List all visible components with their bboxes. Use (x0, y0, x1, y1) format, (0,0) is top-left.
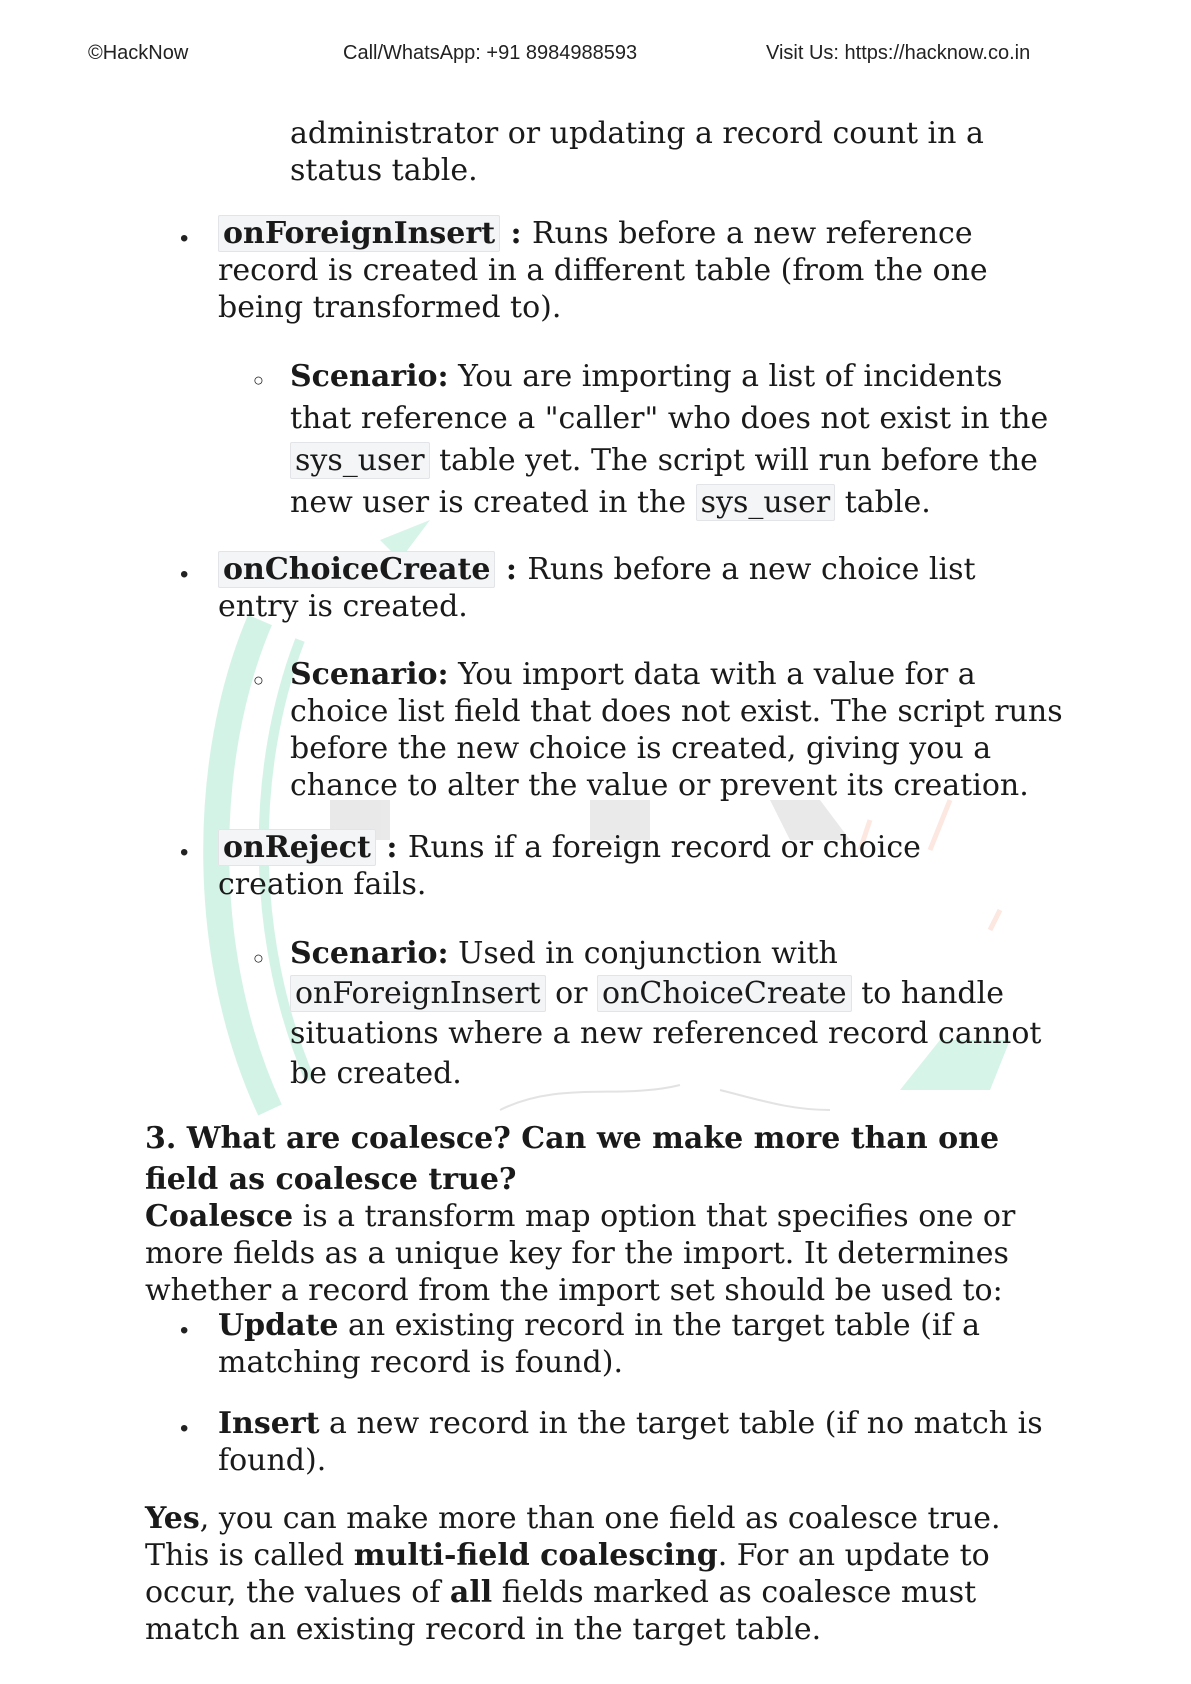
bullet-dot: • (180, 561, 189, 588)
scenario-onreject: Scenario: Used in conjunction with onForeignInsert or onChoiceCreate to handle situations where a new referenced record cannot be created. (290, 936, 1042, 1091)
code-sys-user: sys_user (696, 484, 836, 521)
header-website: Visit Us: https://hacknow.co.in (766, 42, 1031, 64)
term-chip: onForeignInsert (218, 215, 500, 252)
bullet-insert: Insert a new record in the target table (if no match is found). (218, 1406, 1043, 1478)
bullet-dot: • (180, 839, 189, 866)
sub-bullet-circle: ○ (253, 948, 264, 968)
coalesce-intro: Coalesce is a transform map option that specifies one or more fields as a unique key for the import. It determines whether a record from the import set should be used to: (145, 1199, 1016, 1308)
code-onchoicecreate: onChoiceCreate (597, 975, 852, 1012)
sub-bullet-circle: ○ (253, 370, 264, 390)
term-chip: onChoiceCreate (218, 551, 495, 588)
header-brand: ©HackNow (88, 42, 189, 64)
section-heading: 3. What are coalesce? Can we make more than one field as coalesce true? (145, 1121, 1000, 1197)
code-sys-user: sys_user (290, 442, 430, 479)
top-continuation: administrator or updating a record count in a status table. (290, 116, 984, 188)
item-onforeigninsert: onForeignInsert : Runs before a new reference record is created in a different table (from the one being transformed to). (218, 216, 988, 325)
item-onreject: onReject : Runs if a foreign record or choice creation fails. (218, 830, 921, 902)
bullet-dot: • (180, 225, 189, 252)
term-chip: onReject (218, 829, 376, 866)
scenario-onforeigninsert: Scenario: You are importing a list of incidents that reference a "caller" who does not exist in the sys_user table yet. The script will run before the new user is created in the sys_user table. (290, 359, 1049, 520)
code-onforeigninsert: onForeignInsert (290, 975, 546, 1012)
multi-field-paragraph: Yes, you can make more than one field as coalesce true. This is called multi-field coalescing. For an update to occur, the values of all fields marked as coalesce must match an existing record in the target table. (145, 1501, 1001, 1647)
sub-bullet-circle: ○ (253, 670, 264, 690)
scenario-onchoicecreate: Scenario: You import data with a value for a choice list field that does not exist. The script runs before the new choice is created, giving you a chance to alter the value or prevent its creation. (290, 657, 1063, 803)
bullet-update: Update an existing record in the target table (if a matching record is found). (218, 1308, 980, 1380)
bullet-dot: • (180, 1415, 189, 1442)
header-contact: Call/WhatsApp: +91 8984988593 (343, 42, 638, 64)
bullet-dot: • (180, 1317, 189, 1344)
item-onchoicecreate: onChoiceCreate : Runs before a new choice list entry is created. (218, 552, 976, 624)
